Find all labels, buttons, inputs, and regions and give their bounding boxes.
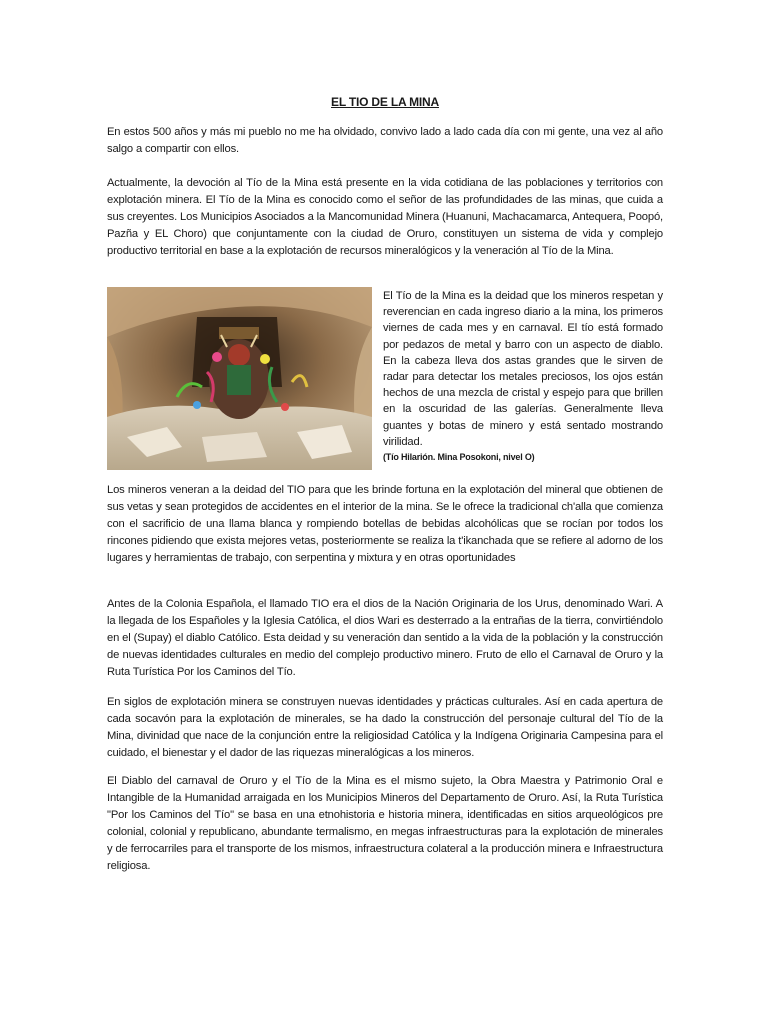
paragraph-intro: En estos 500 años y más mi pueblo no me ha olvidado, convivo lado a lado cada día con mi gente, una vez al año salgo a compartir con ellos. — [107, 126, 663, 155]
tio-mine-photo — [107, 287, 372, 470]
paragraph-identities: En siglos de explotación minera se construyen nuevas identidades y prácticas culturales. Así en cada apertura de cada socavón para la explotación de minerales, se ha dado la construcción del personaje cultural del Tío de la Mina, divinidad que nace de la conjunción entre la religiosidad Católica y la Indígena Originaria Campesina para el cuidado, el bienestar y el dador de las riquezas mineralógicas a los mineros. — [107, 696, 663, 759]
paragraph-devotion: Actualmente, la devoción al Tío de la Mina está presente en la vida cotidiana de las poblaciones y territorios con explotación minera. El Tío de la Mina es conocido como el señor de las profundidades de las minas, que cuida a sus creyentes. Los Municipios Asociados a la Mancomunidad Minera (Huanuni, Machacamarca, Antequera, Poopó, Pazña y EL Choro) que conjuntamente con la ciudad de Oruro, constituyen un sistema de vida y complejo productivo territorial en base a la explotación de recursos mineralógicos y la veneración al Tío de la Mina. — [107, 177, 663, 257]
paragraph-carnival: El Diablo del carnaval de Oruro y el Tío de la Mina es el mismo sujeto, la Obra Maestra y Patrimonio Oral e Intangible de la Humanidad arraigada en los Municipios Mineros del Departamento de Oruro. Así, la Ruta Turística "Por los Caminos del Tío" se basa en una etnohistoria e historia minera, identificadas en sitios arqueológicos pre colonial, colonial y republicano, abundante termalismo, en megas infraestructuras para la explotación de minerales y de ferrocarriles para el transporte de los mismos, infraestructura colateral a la producción minera e Infraestructura religiosa. — [107, 775, 663, 872]
page-title: EL TIO DE LA MINA — [331, 95, 439, 109]
paragraph-history: Antes de la Colonia Española, el llamado TIO era el dios de la Nación Originaria de los Urus, denominado Wari. A la llegada de los Españoles y la Iglesia Católica, el dios Wari es desterrado a la entrañas de la tierra, convirtiéndolo en el (Supay) el diablo Católico. Esta deidad y su veneración dan sentido a la vida de la población y la construcción de nuevas identidades culturales en medio del complejo productivo minero. Fruto de ello el Carnaval de Oruro y la Ruta Turística Por los Caminos del Tío. — [107, 598, 663, 678]
document-page — [107, 0, 663, 1024]
photo-caption: (Tío Hilarión. Mina Posokoni, nivel O) — [383, 452, 535, 462]
paragraph-tio-description: El Tío de la Mina es la deidad que los mineros respetan y reverencian en cada ingreso diario a la mina, los primeros viernes de cada mes y en carnaval. El tío está formado por pedazos de metal y barro con un aspecto de diablo. En la cabeza lleva dos astas grandes que le sirven de radar para detectar los metales preciosos, los ojos están hechos de una mezcla de cristal y espejo para que brillen en la oscuridad de las galerías. Generalmente lleva guantes y botas de minero y está sentado mostrando virilidad. — [383, 290, 663, 448]
paragraph-veneration: Los mineros veneran a la deidad del TIO para que les brinde fortuna en la explotación del mineral que obtienen de sus vetas y sean protegidos de accidentes en el interior de la mina. Se le ofrece la tradicional ch'alla que comienza con el sacrificio de una llama blanca y rompiendo botellas de bebidas alcohólicas que se rocían por todos los rincones pidiendo que exista mejores vetas, posteriormente se realiza la t'ikanchada que se refiere al adorno de los lugares y herramientas de trabajo, con serpentina y mixtura y en otras oportunidades — [107, 484, 663, 564]
